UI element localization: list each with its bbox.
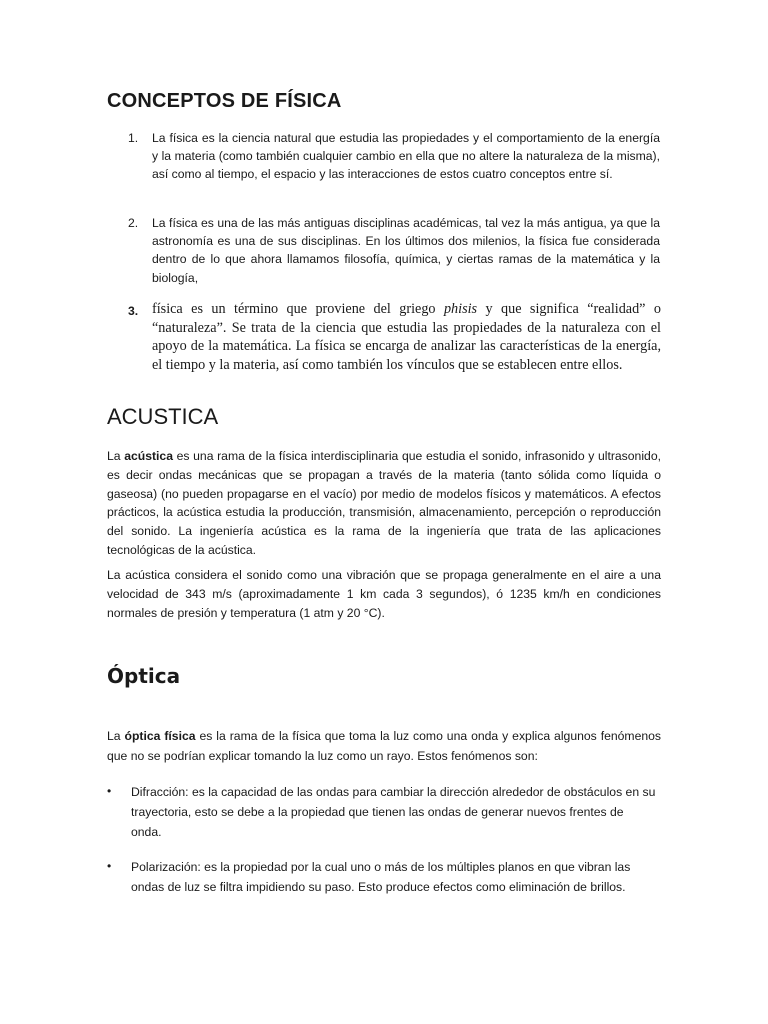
list-item-text-part: física es un término que proviene del griego [152,301,444,317]
list-item-number: 1. [128,131,139,145]
paragraph-text-part: es una rama de la física interdisciplinaria que estudia el sonido, infrasonido y ultrasonido, es decir ondas mecánicas que se propagan a través de la materia (tanto sólida como líquida o gaseosa) (no pueden propagarse en el vacío) por medio de modelos físicos y matemáticos. A efectos prácticos, la acústica estudia la producción, transmisión, almacenamiento, percepción o reproducción del sonido. La ingeniería acústica es la rama de la ingeniería que trata de las aplicaciones tecnológicas de la acústica. [107,449,661,557]
list-item-text [152,300,661,374]
page-title: CONCEPTOS DE FÍSICA [107,90,342,112]
acustica-paragraph-1 [107,447,661,560]
bullet-icon: • [107,784,112,798]
paragraph-text-part: La [107,729,125,743]
bold-term: óptica física [124,729,196,743]
list-item-text: La física es la ciencia natural que estudia las propiedades y el comportamiento de la energía y la materia (como también cualquier cambio en ella que no altere la naturaleza de la misma), así como al tiempo, el espacio y las interacciones de estos cuatro conceptos entre sí. [152,131,660,182]
section-heading-optica: Óptica [107,664,181,688]
list-item-text: Difracción: es la capacidad de las ondas para cambiar la dirección alrededor de obstáculos en su trayectoria, esto se debe a la propiedad que tienen las ondas de generar nuevos frentes de onda. [131,785,656,839]
bold-term: acústica [124,449,173,463]
list-item-text-part: y que significa “realidad” o “naturaleza”. Se trata de la ciencia que estudia las propiedades de la naturaleza con el apoyo de la matemática. La física se encarga de analizar las características de la energía, el tiempo y la materia, así como también los vínculos que se establecen entre ellos. [152,301,661,373]
paragraph-text-part: es la rama de la física que toma la luz como una onda y explica algunos fenómenos que no se podrían explicar tomando la luz como un rayo. Estos fenómenos son: [107,729,661,763]
list-item-number: 3. [128,304,139,318]
list-item-text: La física es una de las más antiguas disciplinas académicas, tal vez la más antigua, ya que la astronomía es una de sus disciplinas. En los últimos dos milenios, la física fue considerada dentro de lo que ahora llamamos filosofía, química, y ciertas ramas de la matemática y la biología, [152,216,660,285]
acustica-paragraph-2: La acústica considera el sonido como una vibración que se propaga generalmente en el aire a una velocidad de 343 m/s (aproximadamente 1 km cada 3 segundos), ó 1235 km/h en condiciones normales de presión y temperatura (1 atm y 20 °C). [107,568,661,620]
optica-paragraph-1 [107,726,661,766]
paragraph-text-part: La [107,449,125,463]
section-heading-acustica: ACUSTICA [107,404,219,429]
bullet-icon: • [107,859,112,873]
list-item-text: Polarización: es la propiedad por la cual uno o más de los múltiples planos en que vibran las ondas de luz se filtra impidiendo su paso. Esto produce efectos como eliminación de brillos. [131,860,631,894]
greek-term: phisis [443,301,478,317]
list-item-number: 2. [128,216,139,230]
